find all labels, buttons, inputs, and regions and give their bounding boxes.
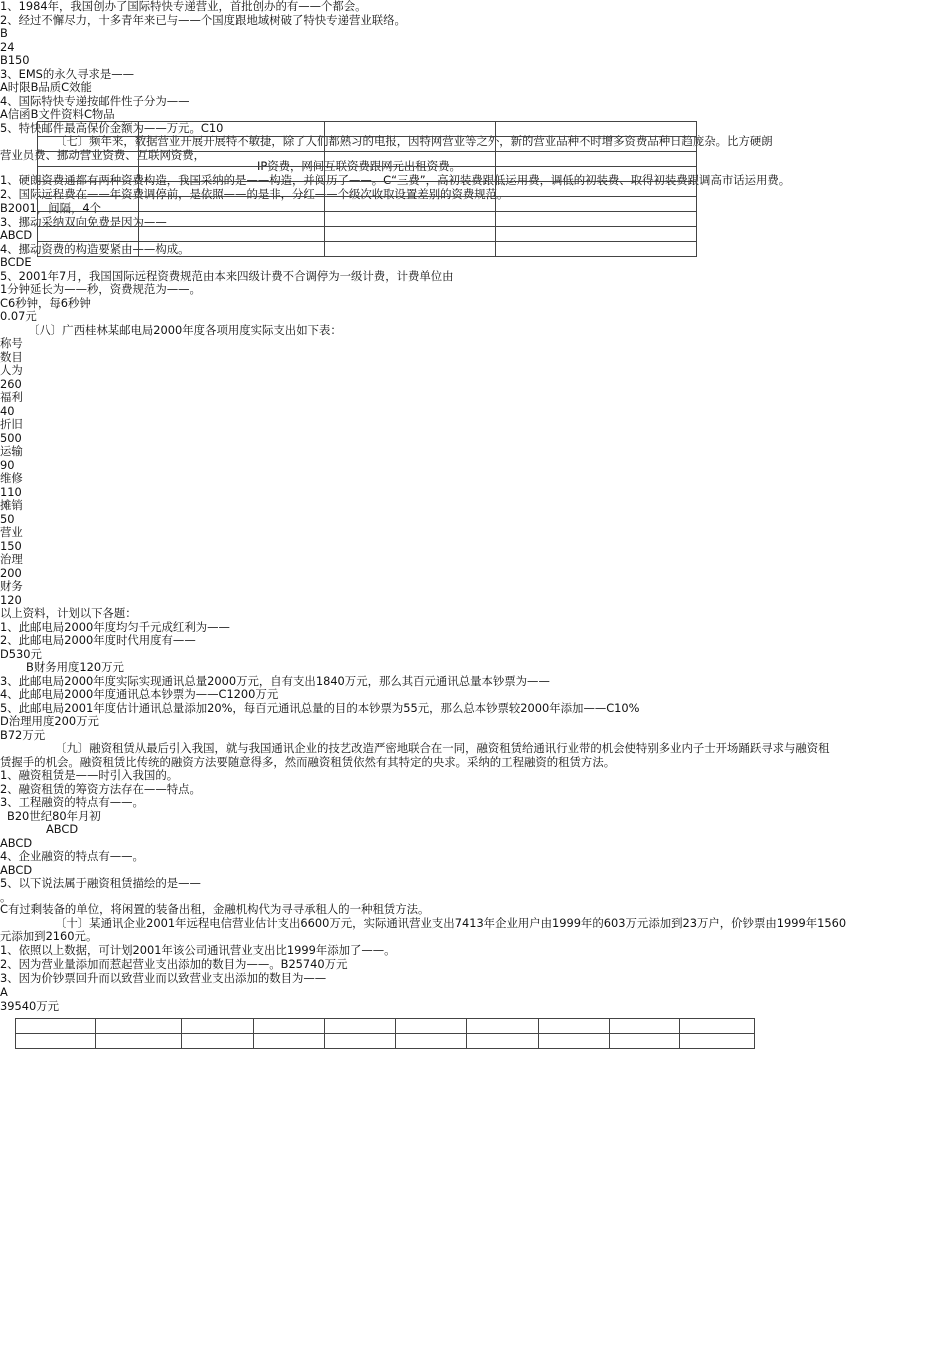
text-line: 1、1984年，我国创办了国际特快专递营业，首批创办的有——个都会。 [0, 0, 367, 13]
table-row [38, 242, 697, 257]
text-line: 4、挪动资费的构造要紧由——构成。 [0, 241, 190, 256]
table-cell [181, 1034, 253, 1049]
table-cell [324, 197, 496, 212]
table-cell [610, 1019, 680, 1034]
text-line: 营业 [0, 525, 23, 539]
text-line: ABCD [0, 228, 33, 242]
table-cell [680, 1034, 755, 1049]
table-cell [16, 1034, 96, 1049]
table-cell [38, 242, 139, 257]
text-line: 3、挪动采纳双向免费是因为—— [0, 214, 167, 229]
table-row [16, 1034, 755, 1049]
text-line: 4、企业融资的特点有——。 [0, 849, 144, 863]
table-row [38, 137, 697, 152]
text-line: 110 [0, 484, 22, 499]
table-cell [324, 227, 496, 242]
text-line: 50 [0, 511, 15, 526]
table-row [38, 212, 697, 227]
text-line: 4、此邮电局2000年度通讯总本钞票为——C1200万元 [0, 687, 279, 701]
table-cell [496, 152, 697, 167]
table-cell [95, 1034, 181, 1049]
table-cell [138, 227, 324, 242]
table-row [38, 122, 697, 137]
table-cell [324, 1019, 396, 1034]
text-line: 数目 [0, 349, 23, 364]
text-line: A [0, 985, 8, 999]
table-cell [496, 242, 697, 257]
text-line: 1、硬朗资费通都有两种资费构造，我国采纳的是——构造，并阅历了——。C“三费”，高初装费跟低运用费，调低的初装费、取得初装费跟调高市话运用费。 [0, 173, 791, 187]
text-line: 营业员费、挪动营业资费、互联网资费， [0, 147, 206, 162]
table-cell [38, 227, 139, 242]
table-row [38, 197, 697, 212]
text-line: 〔十〕某通讯企业2001年远程电信营业估计支出6600万元，实际通讯营业支出7413年企业用户由1999年的603万元添加到23万户，价钞票由1999年1560 [55, 915, 847, 930]
table-cell [324, 152, 496, 167]
text-line: 39540万元 [0, 999, 60, 1013]
table-cell [496, 182, 697, 197]
table-cell [539, 1034, 610, 1049]
table-row [38, 227, 697, 242]
text-line: 1、融资租赁是——时引入我国的。 [0, 768, 179, 782]
text-line: 福利 [0, 390, 23, 404]
text-line: BCDE [0, 255, 32, 269]
table-cell [324, 242, 496, 257]
text-line: ABCD [0, 862, 33, 877]
revenue-table [15, 1018, 755, 1049]
text-line: 4、国际特快专递按邮件性子分为—— [0, 93, 190, 108]
text-line: B20世纪80年月初 [7, 808, 101, 823]
table-cell [138, 242, 324, 257]
text-line: 治理 [0, 552, 23, 566]
table-cell [539, 1019, 610, 1034]
table-cell [95, 1019, 181, 1034]
text-line: 3、因为价钞票回升而以致营业而以致营业支出添加的数目为—— [0, 971, 327, 985]
table-cell [324, 182, 496, 197]
text-line: 2、因为营业量添加而惹起营业支出添加的数目为——。B25740万元 [0, 957, 348, 971]
table-cell [181, 1019, 253, 1034]
table-cell [324, 122, 496, 137]
text-line: 3、此邮电局2000年度实际实现通讯总量2000万元，自有支出1840万元，那么其百元通讯总量本钞票为—— [0, 673, 550, 688]
text-line: 维修 [0, 471, 23, 485]
table-cell [396, 1019, 467, 1034]
text-line: 500 [0, 430, 22, 445]
text-line: 1分钟延长为——秒，资费规范为——。 [0, 282, 201, 296]
table-cell [138, 182, 324, 197]
table-cell [496, 212, 697, 227]
text-line: 5、此邮电局2001年度估计通讯总量添加20%，每百元通讯总量的目的本钞票为55元，那么总本钞票较2000年添加——C10% [0, 700, 640, 715]
text-line: 24 [0, 39, 15, 54]
table-row [38, 152, 697, 167]
text-line: A信函B文件资料C物品 [0, 107, 115, 121]
text-line: B2001，间隔，4个 [0, 201, 102, 215]
text-line: 折旧 [0, 417, 23, 431]
table-cell [38, 137, 139, 152]
text-line: 2、经过不懈尽力，十多青年来已与——个国度跟地域树破了特快专递营业联络。 [0, 12, 406, 27]
text-line: 150 [0, 538, 22, 553]
table-cell [610, 1034, 680, 1049]
text-line: 3、EMS的永久寻求是—— [0, 66, 135, 81]
table-cell [253, 1019, 324, 1034]
table-cell [324, 167, 496, 182]
table-cell [324, 212, 496, 227]
text-line: 以上资料，计划以下各题： [0, 606, 137, 620]
text-line: 运输 [0, 444, 23, 458]
text-line: 1、此邮电局2000年度均匀千元成红利为—— [0, 619, 230, 634]
fee-structure-table [37, 121, 697, 257]
text-line: D530元 [0, 646, 42, 661]
table-cell [496, 137, 697, 152]
table-cell [138, 152, 324, 167]
text-line: 0.07元 [0, 309, 37, 323]
text-line: B财务用度120万元 [26, 660, 124, 674]
table-cell [38, 122, 139, 137]
table-cell [38, 182, 139, 197]
table-cell [38, 167, 139, 182]
text-line: 5、2001年7月，我国国际远程资费规范由本来四级计费不合调停为一级计费，计费单位由 [0, 268, 454, 283]
text-line: A时限B品质C效能 [0, 80, 92, 94]
text-line: 〔七〕频年来，数据营业开展开展特不敏捷，除了人们都熟习的电报，因特网营业等之外，新的营业品种不时增多资费品种日趋庞杂。比方硬朗 [55, 134, 773, 148]
text-line: 200 [0, 565, 22, 580]
text-line: 。 [0, 889, 12, 904]
text-line: 1、依照以上数据，可计划2001年该公司通讯营业支出比1999年添加了——。 [0, 943, 396, 957]
text-line: 财务 [0, 579, 23, 593]
text-line: 3、工程融资的特点有——。 [0, 795, 144, 809]
table-cell [138, 212, 324, 227]
text-line: 摊销 [0, 498, 23, 512]
text-line: C有过剩装备的单位，将闲置的装备出租，金融机构代为寻寻承租人的一种租赁方法。 [0, 902, 430, 916]
text-line: B [0, 26, 8, 40]
text-line: D治理用度200万元 [0, 714, 99, 728]
table-row [38, 167, 697, 182]
text-line: ABCD [0, 835, 33, 850]
text-line: 〔八〕广西桂林某邮电局2000年度各项用度实际支出如下表： [28, 322, 342, 337]
table-cell [138, 137, 324, 152]
table-cell [396, 1034, 467, 1049]
table-cell [16, 1019, 96, 1034]
text-line: B150 [0, 53, 30, 67]
text-line: 赁握手的机会。融资租赁比传统的融资方法要随意得多，然而融资租赁依然有其特定的央求。采纳的工程融资的租赁方法。 [0, 754, 616, 769]
text-line: 260 [0, 376, 22, 391]
text-line: C6秒钟，每6秒钟 [0, 295, 91, 310]
table-row [16, 1019, 755, 1034]
text-line: 称号 [0, 336, 23, 350]
table-cell [496, 197, 697, 212]
table-cell [138, 197, 324, 212]
table-cell [680, 1019, 755, 1034]
table-cell [324, 1034, 396, 1049]
table-cell [496, 227, 697, 242]
text-line: 120 [0, 592, 22, 607]
text-line: 90 [0, 457, 15, 472]
text-line: 5、以下说法属于融资租赁描绘的是—— [0, 876, 201, 890]
text-line: 元添加到2160元。 [0, 929, 98, 943]
revenue-table-body [16, 1019, 755, 1049]
table-cell [467, 1019, 539, 1034]
text-line: IP资费，网间互联资费跟网元出租资费。 [257, 159, 461, 173]
table-cell [38, 212, 139, 227]
table-cell [38, 152, 139, 167]
fee-structure-table-body [38, 122, 697, 257]
table-cell [38, 197, 139, 212]
text-line: 40 [0, 403, 15, 418]
table-cell [138, 167, 324, 182]
text-line: 〔九〕融资租赁从最后引入我国，就与我国通讯企业的技艺改造严密地联合在一同，融资租赁给通讯行业带的机会使特别多业内子士开场踊跃寻求与融资租 [55, 741, 830, 755]
table-cell [324, 137, 496, 152]
table-row [38, 182, 697, 197]
table-cell [496, 122, 697, 137]
text-line: 人为 [0, 363, 23, 377]
text-line: B72万元 [0, 727, 46, 742]
table-cell [496, 167, 697, 182]
text-line: 5、特快邮件最高保价金额为——万元。C10 [0, 120, 224, 135]
text-line: ABCD [46, 822, 79, 836]
table-cell [138, 122, 324, 137]
table-cell [467, 1034, 539, 1049]
text-line: 2、融资租赁的筹资方法存在——特点。 [0, 781, 201, 796]
text-line: 2、此邮电局2000年度时代用度有—— [0, 633, 196, 647]
text-line: 2、国际远程费在——年资费调停前，是依照——的是非，分红——个级次收取设置差别的资费规范。 [0, 187, 509, 201]
table-cell [253, 1034, 324, 1049]
